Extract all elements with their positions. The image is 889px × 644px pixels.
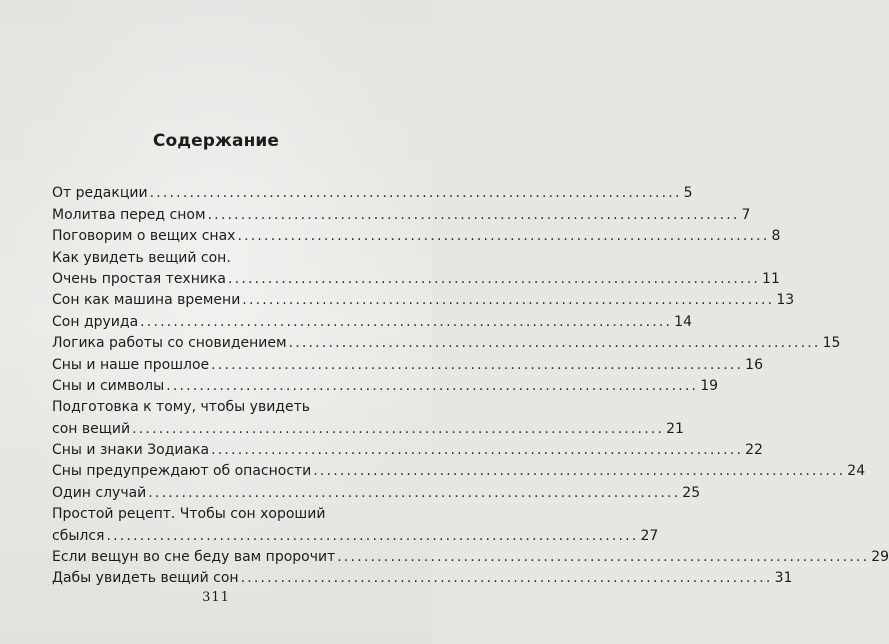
dot-leader: ................................................................................ bbox=[228, 270, 761, 287]
dot-leader: ................................................................................ bbox=[140, 313, 673, 330]
toc-entry-page: 14 bbox=[674, 313, 692, 330]
dot-leader: ................................................................................ bbox=[242, 292, 775, 309]
toc-entry bbox=[52, 331, 841, 352]
toc-entry-page: 19 bbox=[700, 377, 719, 394]
toc-entry-title: сон вещий bbox=[52, 420, 131, 437]
toc-entry bbox=[52, 374, 719, 395]
toc-entry-title: Если вещун во сне беду вам пророчит bbox=[52, 549, 336, 566]
dot-leader: ................................................................................ bbox=[211, 442, 744, 459]
toc-entry-page: 8 bbox=[771, 228, 781, 245]
toc-entry bbox=[52, 181, 693, 202]
toc-entry bbox=[52, 545, 889, 566]
toc-entry bbox=[52, 502, 374, 523]
toc-entry-title: Сны и символы bbox=[52, 377, 165, 394]
toc-entry-title: Молитва перед сном bbox=[52, 206, 206, 223]
toc-entry-title: сбылся bbox=[52, 527, 105, 544]
toc-entry-title: Простой рецепт. Чтобы сон хороший bbox=[52, 506, 326, 523]
toc-entry-page: 11 bbox=[762, 270, 780, 287]
page-number: 311 bbox=[202, 590, 230, 605]
toc-entry-page: 25 bbox=[682, 484, 701, 501]
toc-entry-page: 31 bbox=[774, 570, 793, 587]
toc-entry-page: 29 bbox=[871, 549, 889, 566]
toc-entry-title: Один случай bbox=[52, 484, 147, 501]
toc-entry-title: Логика работы со сновидением bbox=[52, 335, 287, 352]
table-of-contents bbox=[52, 181, 889, 587]
toc-entry bbox=[52, 459, 866, 480]
dot-leader: ................................................................................ bbox=[313, 463, 846, 480]
toc-entry bbox=[52, 267, 780, 288]
toc-entry-page: 13 bbox=[776, 292, 795, 309]
toc-entry-title: От редакции bbox=[52, 185, 148, 202]
toc-entry bbox=[52, 288, 795, 309]
page-title: Содержание bbox=[152, 131, 280, 151]
toc-entry-title: Сны и наше прошлое bbox=[52, 356, 210, 373]
toc-entry-title: Сон как машина времени bbox=[52, 292, 241, 309]
toc-entry-page: 15 bbox=[822, 335, 841, 352]
toc-entry bbox=[52, 309, 692, 330]
toc-entry-page: 27 bbox=[640, 527, 659, 544]
toc-entry-title: Подготовка к тому, чтобы увидеть bbox=[52, 399, 310, 416]
toc-entry bbox=[52, 245, 374, 266]
toc-entry bbox=[52, 480, 701, 501]
toc-entry-title: Поговорим о вещих снах bbox=[52, 228, 236, 245]
toc-entry-title: Сны предупреждают об опасности bbox=[52, 463, 312, 480]
toc-entry-title: Дабы увидеть вещий сон bbox=[52, 570, 239, 587]
dot-leader: ................................................................................ bbox=[132, 420, 665, 437]
toc-entry bbox=[52, 224, 781, 245]
toc-entry-title: Как увидеть вещий сон. bbox=[52, 249, 231, 266]
dot-leader: ................................................................................ bbox=[106, 527, 639, 544]
dot-leader: ................................................................................ bbox=[337, 549, 870, 566]
toc-entry bbox=[52, 523, 659, 544]
toc-entry bbox=[52, 352, 763, 373]
toc-entry bbox=[52, 416, 684, 437]
dot-leader: ................................................................................ bbox=[211, 356, 744, 373]
toc-entry-page: 5 bbox=[683, 185, 693, 202]
toc-entry bbox=[52, 438, 763, 459]
toc-entry-page: 7 bbox=[741, 206, 751, 223]
toc-entry-page: 24 bbox=[847, 463, 866, 480]
dot-leader: ................................................................................ bbox=[148, 484, 681, 501]
dot-leader: ................................................................................ bbox=[288, 335, 821, 352]
dot-leader: ................................................................................ bbox=[149, 185, 682, 202]
toc-entry bbox=[52, 395, 374, 416]
toc-entry-page: 21 bbox=[666, 420, 684, 437]
toc-entry-title: Очень простая техника bbox=[52, 270, 227, 287]
dot-leader: ................................................................................ bbox=[237, 228, 770, 245]
dot-leader: ................................................................................ bbox=[166, 377, 699, 394]
toc-entry-page: 16 bbox=[745, 356, 763, 373]
toc-entry bbox=[52, 202, 751, 223]
toc-entry-title: Сны и знаки Зодиака bbox=[52, 442, 210, 459]
toc-entry bbox=[52, 566, 793, 587]
dot-leader: ................................................................................ bbox=[207, 206, 740, 223]
toc-entry-title: Сон друида bbox=[52, 313, 139, 330]
toc-entry-page: 22 bbox=[745, 442, 763, 459]
dot-leader: ................................................................................ bbox=[240, 570, 773, 587]
